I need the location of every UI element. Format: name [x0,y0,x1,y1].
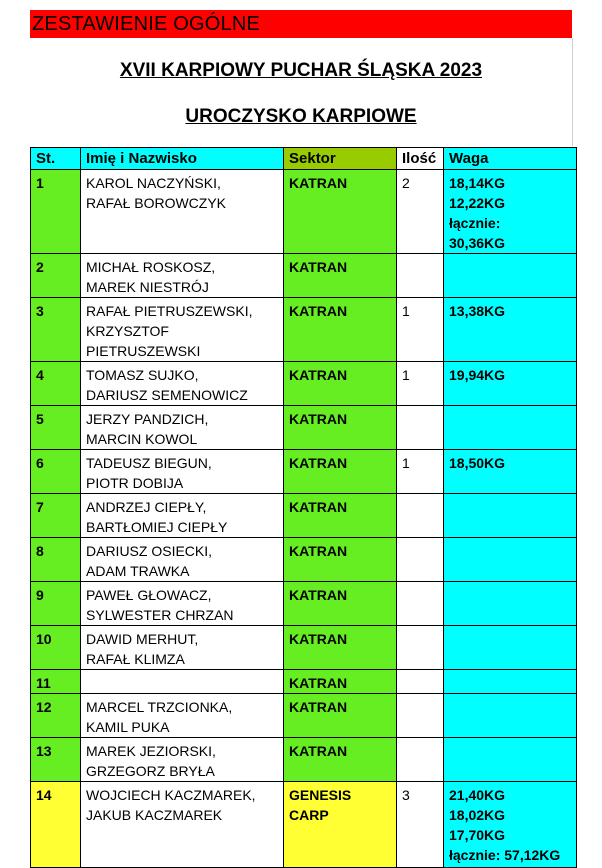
cell-count: 3 [397,782,444,868]
cell-name [81,538,284,582]
cell-sector: KATRAN [284,298,397,362]
weight-value: 21,40KG [449,787,506,803]
table-header-row [31,148,577,170]
cell-weight [444,362,577,406]
participant-name: JERZY PANDZICH, [86,411,209,427]
page-title: XVII KARPIOWY PUCHAR ŚLĄSKA 2023 [119,60,483,81]
cell-weight [444,538,577,582]
participant-name: DARIUSZ OSIECKI, [86,543,213,559]
weight-value: 18,50KG [449,455,506,471]
table-row [31,170,577,254]
cell-name [81,582,284,626]
cell-st: 2 [31,254,81,298]
weight-value: 17,70KG [449,827,506,843]
participant-name: PIOTR DOBIJA [86,475,184,491]
cell-st: 12 [31,694,81,738]
table-row [31,254,577,298]
cell-name [81,694,284,738]
table-row [31,362,577,406]
participant-name: MARCIN KOWOL [86,431,198,447]
participant-name: DAWID MERHUT, [86,631,199,647]
cell-count [397,538,444,582]
participant-name: MAREK NIESTRÓJ [86,279,209,295]
header-banner [30,10,572,38]
cell-count [397,670,444,694]
participant-name: ADAM TRAWKA [86,563,190,579]
cell-st: 11 [31,670,81,694]
cell-weight [444,670,577,694]
participant-name: MARCEL TRZCIONKA, [86,699,233,715]
weight-value: 13,38KG [449,303,506,319]
participant-name: RAFAŁ KLIMZA [86,651,185,667]
cell-name [81,450,284,494]
cell-st: 8 [31,538,81,582]
cell-count [397,738,444,782]
cell-sector: GENESIS CARP [284,782,397,868]
cell-name [81,254,284,298]
participant-name: KAMIL PUKA [86,719,170,735]
cell-sector: KATRAN [284,450,397,494]
participant-name: ANDRZEJ CIEPŁY, [86,499,207,515]
cell-weight [444,626,577,670]
cell-count [397,626,444,670]
participant-name: JAKUB KACZMAREK [86,807,223,823]
participant-name: TADEUSZ BIEGUN, [86,455,212,471]
cell-st: 10 [31,626,81,670]
banner-title: ZESTAWIENIE OGÓLNE [32,13,261,35]
cell-count: 2 [397,170,444,254]
participant-name: MICHAŁ ROSKOSZ, [86,259,216,275]
cell-st: 5 [31,406,81,450]
table-row [31,670,577,694]
weight-value: łącznie: 57,12KG [449,847,561,863]
cell-sector: KATRAN [284,362,397,406]
participant-name: PAWEŁ GŁOWACZ, [86,587,212,603]
header-count: Ilość [397,148,444,170]
page-subtitle: UROCZYSKO KARPIOWE [185,106,417,127]
cell-count [397,694,444,738]
cell-name [81,782,284,868]
weight-value: 18,02KG [449,807,506,823]
cell-name [81,494,284,538]
cell-weight [444,406,577,450]
participant-name: DARIUSZ SEMENOWICZ [86,387,248,403]
table-row [31,626,577,670]
cell-sector: KATRAN [284,670,397,694]
cell-name [81,670,284,694]
cell-count: 1 [397,362,444,406]
cell-weight [444,738,577,782]
participant-name: KRZYSZTOF [86,323,169,339]
cell-weight [444,582,577,626]
cell-weight [444,298,577,362]
cell-weight [444,782,577,868]
cell-sector: KATRAN [284,254,397,298]
cell-name [81,626,284,670]
cell-st: 1 [31,170,81,254]
cell-count: 1 [397,450,444,494]
participant-name: TOMASZ SUJKO, [86,367,199,383]
weight-value: 30,36KG [449,235,506,251]
cell-count [397,406,444,450]
cell-sector: KATRAN [284,582,397,626]
cell-name [81,170,284,254]
header-sector: Sektor [284,148,397,170]
header-st: St. [31,148,81,170]
cell-weight [444,694,577,738]
cell-sector: KATRAN [284,406,397,450]
results-table [30,147,577,868]
participant-name: KAROL NACZYŃSKI, [86,175,221,191]
table-row [31,582,577,626]
weight-value: łącznie: [449,215,501,231]
table-row [31,538,577,582]
weight-value: 19,94KG [449,367,506,383]
participant-name: GRZEGORZ BRYŁA [86,763,215,779]
cell-weight [444,170,577,254]
cell-st: 9 [31,582,81,626]
participant-name: BARTŁOMIEJ CIEPŁY [86,519,228,535]
cell-name [81,406,284,450]
cell-count [397,582,444,626]
cell-sector: KATRAN [284,738,397,782]
cell-st: 14 [31,782,81,868]
participant-name: SYLWESTER CHRZAN [86,607,234,623]
participant-name: WOJCIECH KACZMAREK, [86,787,256,803]
cell-st: 3 [31,298,81,362]
weight-value: 12,22KG [449,195,506,211]
cell-count [397,494,444,538]
participant-name: RAFAŁ PIETRUSZEWSKI, [86,303,253,319]
header-name: Imię i Nazwisko [81,148,284,170]
table-row [31,298,577,362]
title-frame [30,38,573,146]
cell-name [81,362,284,406]
cell-st: 13 [31,738,81,782]
cell-sector: KATRAN [284,694,397,738]
cell-sector: KATRAN [284,494,397,538]
cell-st: 6 [31,450,81,494]
cell-weight [444,494,577,538]
weight-value: 18,14KG [449,175,506,191]
cell-sector: KATRAN [284,626,397,670]
participant-name: MAREK JEZIORSKI, [86,743,216,759]
table-row [31,450,577,494]
table-row [31,494,577,538]
header-weight: Waga [444,148,577,170]
cell-weight [444,450,577,494]
table-row [31,694,577,738]
cell-sector: KATRAN [284,170,397,254]
cell-sector: KATRAN [284,538,397,582]
participant-name: PIETRUSZEWSKI [86,343,201,359]
cell-st: 7 [31,494,81,538]
table-row [31,406,577,450]
participant-name: RAFAŁ BOROWCZYK [86,195,227,211]
cell-count: 1 [397,298,444,362]
table-row [31,782,577,868]
table-row [31,738,577,782]
cell-name [81,298,284,362]
cell-weight [444,254,577,298]
cell-name [81,738,284,782]
cell-count [397,254,444,298]
cell-st: 4 [31,362,81,406]
